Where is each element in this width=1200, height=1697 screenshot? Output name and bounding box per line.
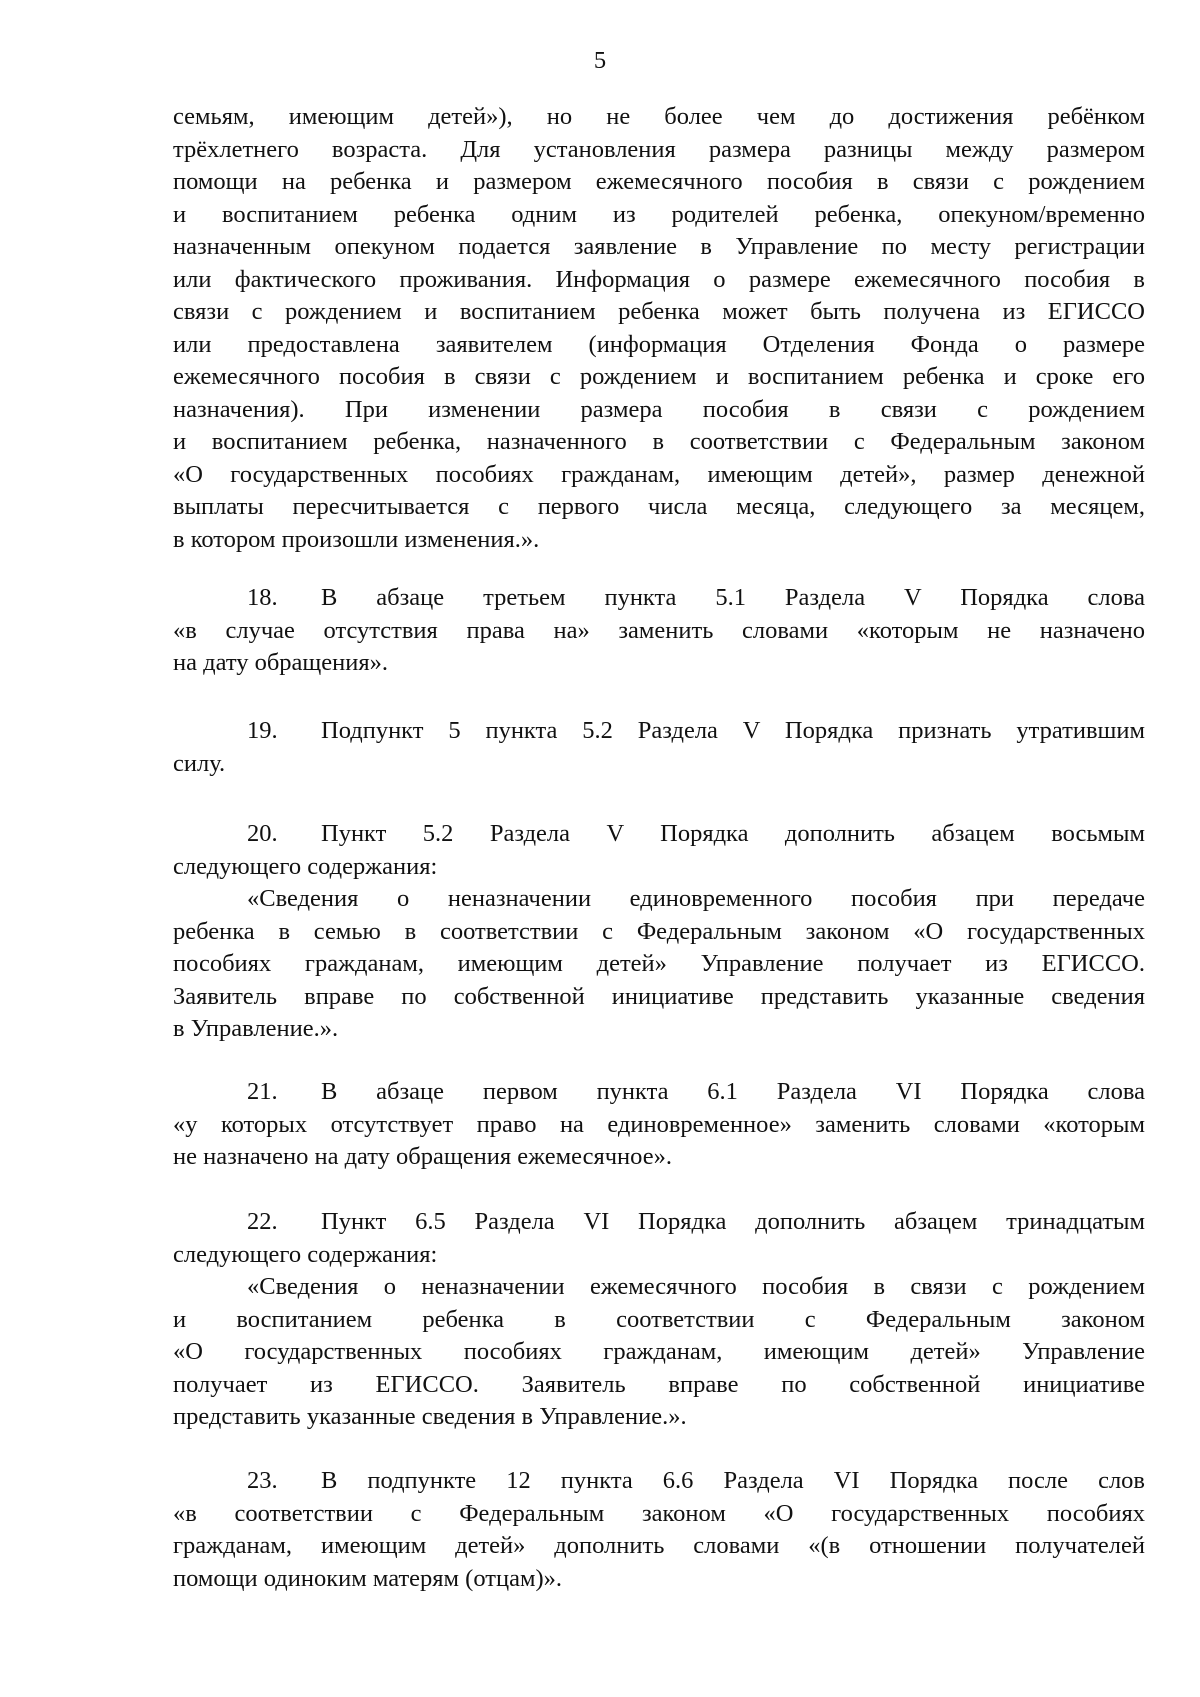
item-first-line — [173, 715, 1145, 748]
quote-first-line: «Сведения о неназначении ежемесячного пособия в связи с рождением — [247, 1273, 1145, 1300]
text-line: получает из ЕГИССО. Заявитель вправе по собственной инициативе — [173, 1370, 1145, 1398]
item-text: Подпункт 5 пункта 5.2 Раздела V Порядка признать утратившим — [321, 717, 1145, 744]
amendment-item-22 — [173, 1206, 1145, 1434]
text-line: «у которых отсутствует право на единовременное» заменить словами «которым — [173, 1110, 1145, 1138]
text-line: выплаты пересчитывается с первого числа месяца, следующего за месяцем, — [173, 493, 1145, 520]
text-line: и воспитанием ребенка в соответствии с Федеральным законом — [173, 1305, 1145, 1333]
intro-paragraph — [173, 101, 1145, 556]
text-line: не назначено на дату обращения ежемесячное». — [173, 1143, 672, 1170]
text-line: Заявитель вправе по собственной инициативе представить указанные сведения — [173, 982, 1145, 1010]
text-line: ребенка в семью в соответствии с Федеральным законом «О государственных — [173, 917, 1145, 945]
text-line: представить указанные сведения в Управление.». — [173, 1403, 687, 1430]
amendment-item-19 — [173, 715, 1145, 780]
item-first-line — [173, 1206, 1145, 1239]
amendment-item-18 — [173, 582, 1145, 680]
item-number: 23. — [247, 1467, 278, 1494]
item-text: Пункт 5.2 Раздела V Порядка дополнить абзацем восьмым — [321, 820, 1145, 847]
text-line: ежемесячного пособия в связи с рождением и воспитанием ребенка и сроке его — [173, 363, 1145, 390]
quote-first-line: «Сведения о неназначении единовременного пособия при передаче — [247, 885, 1145, 912]
text-line: в котором произошли изменения.». — [173, 525, 540, 553]
item-number: 20. — [247, 820, 278, 847]
text-line: или предоставлена заявителем (информация Отделения Фонда о размере — [173, 330, 1145, 358]
amendment-item-23 — [173, 1465, 1145, 1595]
text-line: «О государственных пособиях гражданам, имеющим детей» Управление — [173, 1338, 1145, 1365]
item-number: 21. — [247, 1078, 278, 1105]
text-line: пособиях гражданам, имеющим детей» Управление получает из ЕГИССО. — [173, 950, 1145, 977]
item-number: 19. — [247, 717, 278, 744]
item-first-line — [173, 818, 1145, 851]
text-line: семьям, имеющим детей»), но не более чем до достижения ребёнком — [173, 103, 1145, 130]
text-line: и воспитанием ребенка, назначенного в соответствии с Федеральным законом — [173, 428, 1145, 455]
text-line: следующего содержания: — [173, 852, 438, 880]
item-text: Пункт 6.5 Раздела VI Порядка дополнить абзацем тринадцатым — [321, 1208, 1145, 1235]
text-line: на дату обращения». — [173, 649, 389, 676]
text-line: «в соответствии с Федеральным законом «О государственных пособиях — [173, 1499, 1145, 1527]
text-line: назначенным опекуном подается заявление в Управление по месту регистрации — [173, 233, 1145, 260]
text-line: или фактического проживания. Информация о размере ежемесячного пособия в — [173, 265, 1145, 293]
item-text: В абзаце первом пункта 6.1 Раздела VI Порядка слова — [321, 1078, 1145, 1105]
text-line: назначения). При изменении размера пособия в связи с рождением — [173, 395, 1145, 423]
text-line: следующего содержания: — [173, 1240, 438, 1268]
text-line: силу. — [173, 749, 226, 777]
item-first-line — [173, 582, 1145, 615]
item-first-line — [173, 1465, 1145, 1498]
text-line: в Управление.». — [173, 1015, 339, 1042]
text-line: «в случае отсутствия права на» заменить словами «которым не назначено — [173, 616, 1145, 644]
text-line: «О государственных пособиях гражданам, имеющим детей», размер денежной — [173, 460, 1145, 488]
item-number: 18. — [247, 584, 278, 611]
page-number: 5 — [593, 47, 607, 74]
text-line: трёхлетнего возраста. Для установления размера разницы между размером — [173, 135, 1145, 163]
amendment-item-20 — [173, 818, 1145, 1046]
text-line: помощи одиноким матерям (отцам)». — [173, 1564, 562, 1592]
item-text: В подпункте 12 пункта 6.6 Раздела VI Порядка после слов — [321, 1467, 1145, 1494]
text-line: и воспитанием ребенка одним из родителей ребенка, опекуном/временно — [173, 200, 1145, 228]
amendment-item-21 — [173, 1076, 1145, 1174]
text-line: помощи на ребенка и размером ежемесячного пособия в связи с рождением — [173, 168, 1145, 195]
text-line: гражданам, имеющим детей» дополнить словами «(в отношении получателей — [173, 1532, 1145, 1559]
item-text: В абзаце третьем пункта 5.1 Раздела V Порядка слова — [321, 584, 1145, 611]
text-line: связи с рождением и воспитанием ребенка может быть получена из ЕГИССО — [173, 298, 1145, 325]
item-number: 22. — [247, 1208, 278, 1235]
item-first-line — [173, 1076, 1145, 1109]
